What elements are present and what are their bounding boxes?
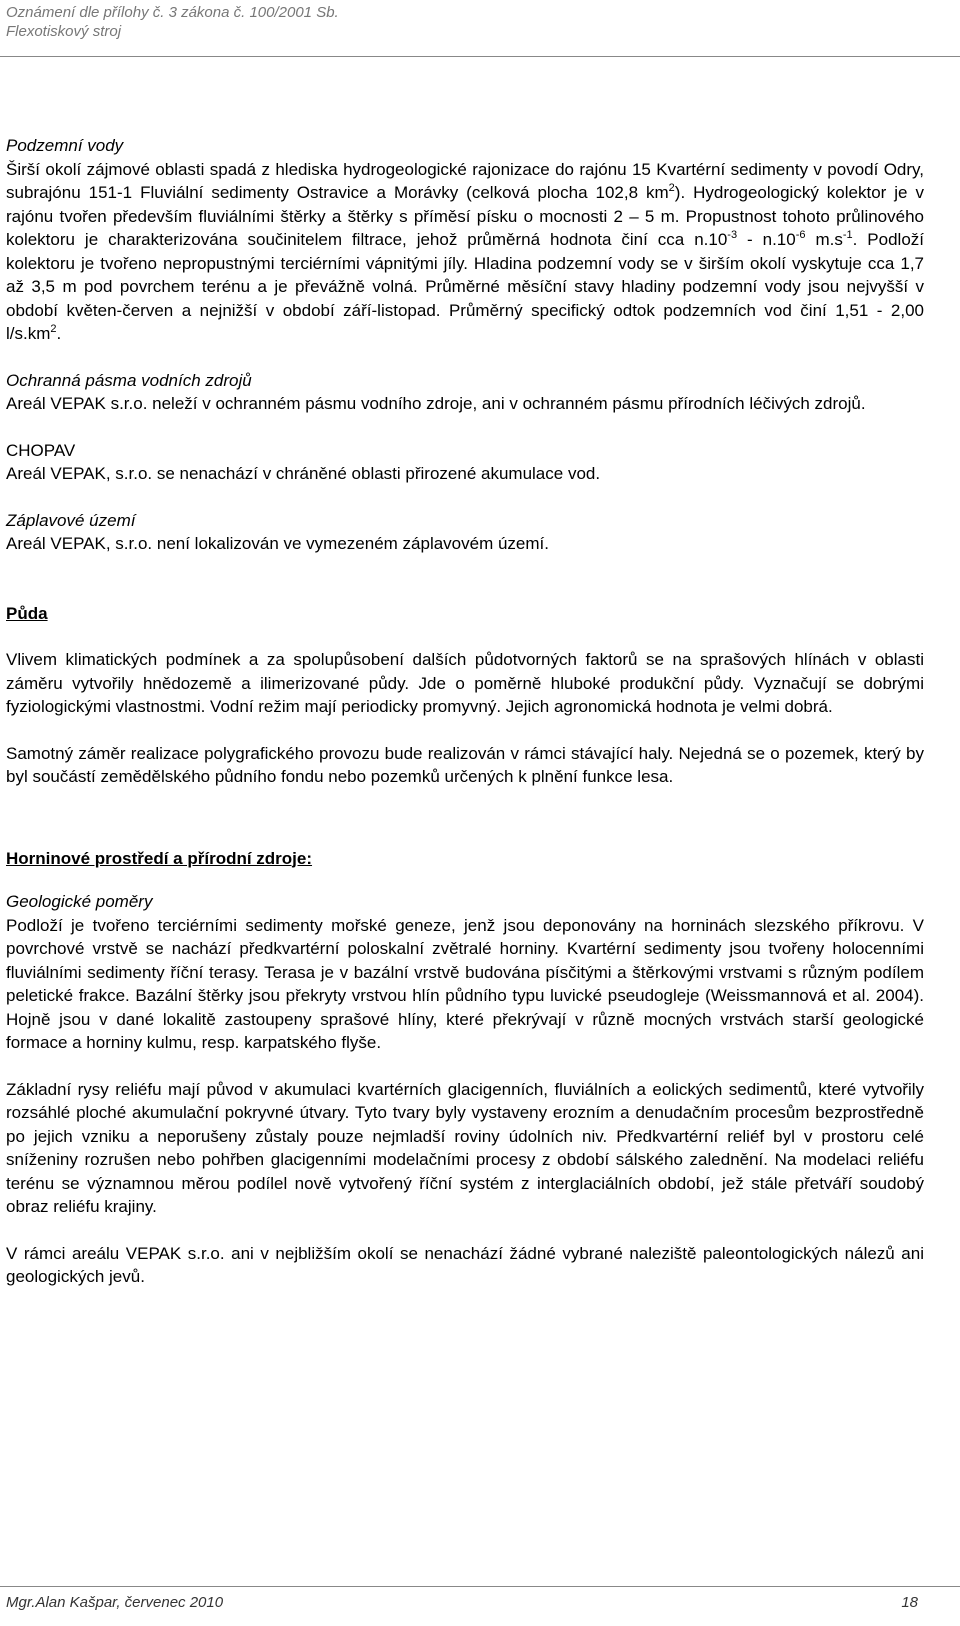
chopav-paragraph: Areál VEPAK, s.r.o. se nenachází v chráněné oblasti přirozené akumulace vod.: [6, 464, 601, 483]
geology-paragraph-1: Podloží je tvořeno terciérními sedimenty mořské geneze, jenž jsou deponovány na horninách slezského příkrovu. V povrchové vrstvě se nachází předkvartérní poloskalní zvětralé horniny. Kvartérní sedimenty jsou tvořeny holocenními fluviálními sedimenty říční terasy. Terasa je v bazální vrstvě budována písčitými a štěrkovými vrstvami s různým podílem peletické frakce. Bazální štěrky jsou překryty vrstvou hlín půdního typu luvické pseudogleje (Weissmannová et al. 2004). Hojně jsou v dané lokalitě zastoupeny sprašové hlíny, které překrývají v různě mocných vrstvách starší geologické formace a horniny kulmu, resp. karpatského flyše.: [6, 915, 924, 1052]
protection-paragraph: Areál VEPAK s.r.o. neleží v ochranném pásmu vodního zdroje, ani v ochranném pásmu přírodních léčivých zdrojů.: [6, 394, 866, 413]
header-subtitle: Flexotiskový stroj: [6, 23, 122, 40]
page-footer: [6, 1594, 918, 1611]
protection-heading: Ochranná pásma vodních zdrojů: [6, 370, 252, 390]
chopav-heading: CHOPAV: [6, 440, 76, 460]
header-title: Oznámení dle přílohy č. 3 zákona č. 100/2001 Sb.: [6, 4, 339, 21]
page-header: [6, 3, 339, 41]
soil-heading: Půda: [6, 603, 48, 623]
flood-heading: Záplavové území: [6, 510, 136, 530]
soil-paragraph-2: Samotný záměr realizace polygrafického provozu bude realizován v rámci stávající haly. Nejedná se o pozemek, který by byl součástí zemědělského půdního fondu nebo pozemků určených k plnění funkce lesa.: [6, 743, 924, 786]
geology-paragraph-3: V rámci areálu VEPAK s.r.o. ani v nejbližším okolí se nenachází žádné vybrané naleziště paleontologických nálezů ani geologických jevů.: [6, 1243, 924, 1286]
footer-author: Mgr.Alan Kašpar, červenec 2010: [6, 1594, 224, 1611]
header-divider: [0, 56, 960, 57]
flood-paragraph: Areál VEPAK, s.r.o. není lokalizován ve vymezeném záplavovém území.: [6, 534, 549, 553]
footer-divider: [0, 1586, 960, 1587]
rock-heading: Horninové prostředí a přírodní zdroje:: [6, 848, 313, 868]
soil-paragraph-1: Vlivem klimatických podmínek a za spolupůsobení dalších půdotvorných faktorů se na sprašových hlínách v oblasti záměru vytvořily hnědozemě a ilimerizované půdy. Jde o poměrně hluboké produkční půdy. Vyznačují se dobrými fyziologickými vlastnostmi. Vodní režim mají periodicky promyvný. Jejich agronomická hodnota je velmi dobrá.: [6, 650, 924, 716]
document-body: [6, 134, 924, 1289]
geology-subheading: Geologické poměry: [6, 892, 153, 911]
page-number: 18: [901, 1594, 918, 1611]
geology-paragraph-2: Základní rysy reliéfu mají původ v akumulaci kvartérních glacigenních, fluviálních a eolických sedimentů, které vytvořily rozsáhlé ploché akumulační pokryvné útvary. Tyto tvary byly vystaveny erozním a denudačním procesům bezprostředně po jejich vzniku a neporušeny zůstaly pouze nejmladší roviny údolních niv. Předkvartérní reliéf byl v prostoru celé sníženiny rozrušen nebo pohřben glacigenními modelačními procesy z období sálského zalednění. Na modelaci reliéfu terénu se významnou měrou podílel nově vytvořený říční systém z interglaciálních období, jež stále přetváří soudobý obraz reliéfu krajiny.: [6, 1079, 924, 1216]
groundwater-paragraph: Širší okolí zájmové oblasti spadá z hlediska hydrogeologické rajonizace do rajónu 15 Kvartérní sedimenty v povodí Odry, subrajónu 151-1 Fluviální sedimenty Ostravice a Morávky (celková plocha 102,8 $km^2$). Hydrogeologický kolektor je v rajónu tvořen především fluviálními štěrky a štěrky s příměsí písku o mocnosti 2 – 5 m. Propustnost tohoto průlinového kolektoru je charakterizována součinitelem filtrace, jehož průměrná hodnota činí cca $n.10^{-3} - n.10^{-6}$ $m.s^{-1}$. Podloží kolektoru je tvořeno nepropustnými terciérními vápnitými jíly. Hladina podzemní vody se v širším okolí vyskytuje cca 1,7 až 3,5 m pod povrchem terénu a je převážně volná. Průměrné měsíční stavy hladiny podzemní vody jsou nejvyšší v období květen-červen a nejnižší v období září-listopad. Průměrný specifický odtok podzemních vod činí 1,51 - 2,00 $l/s.km^2$.: [6, 159, 924, 343]
groundwater-heading: Podzemní vody: [6, 136, 124, 155]
